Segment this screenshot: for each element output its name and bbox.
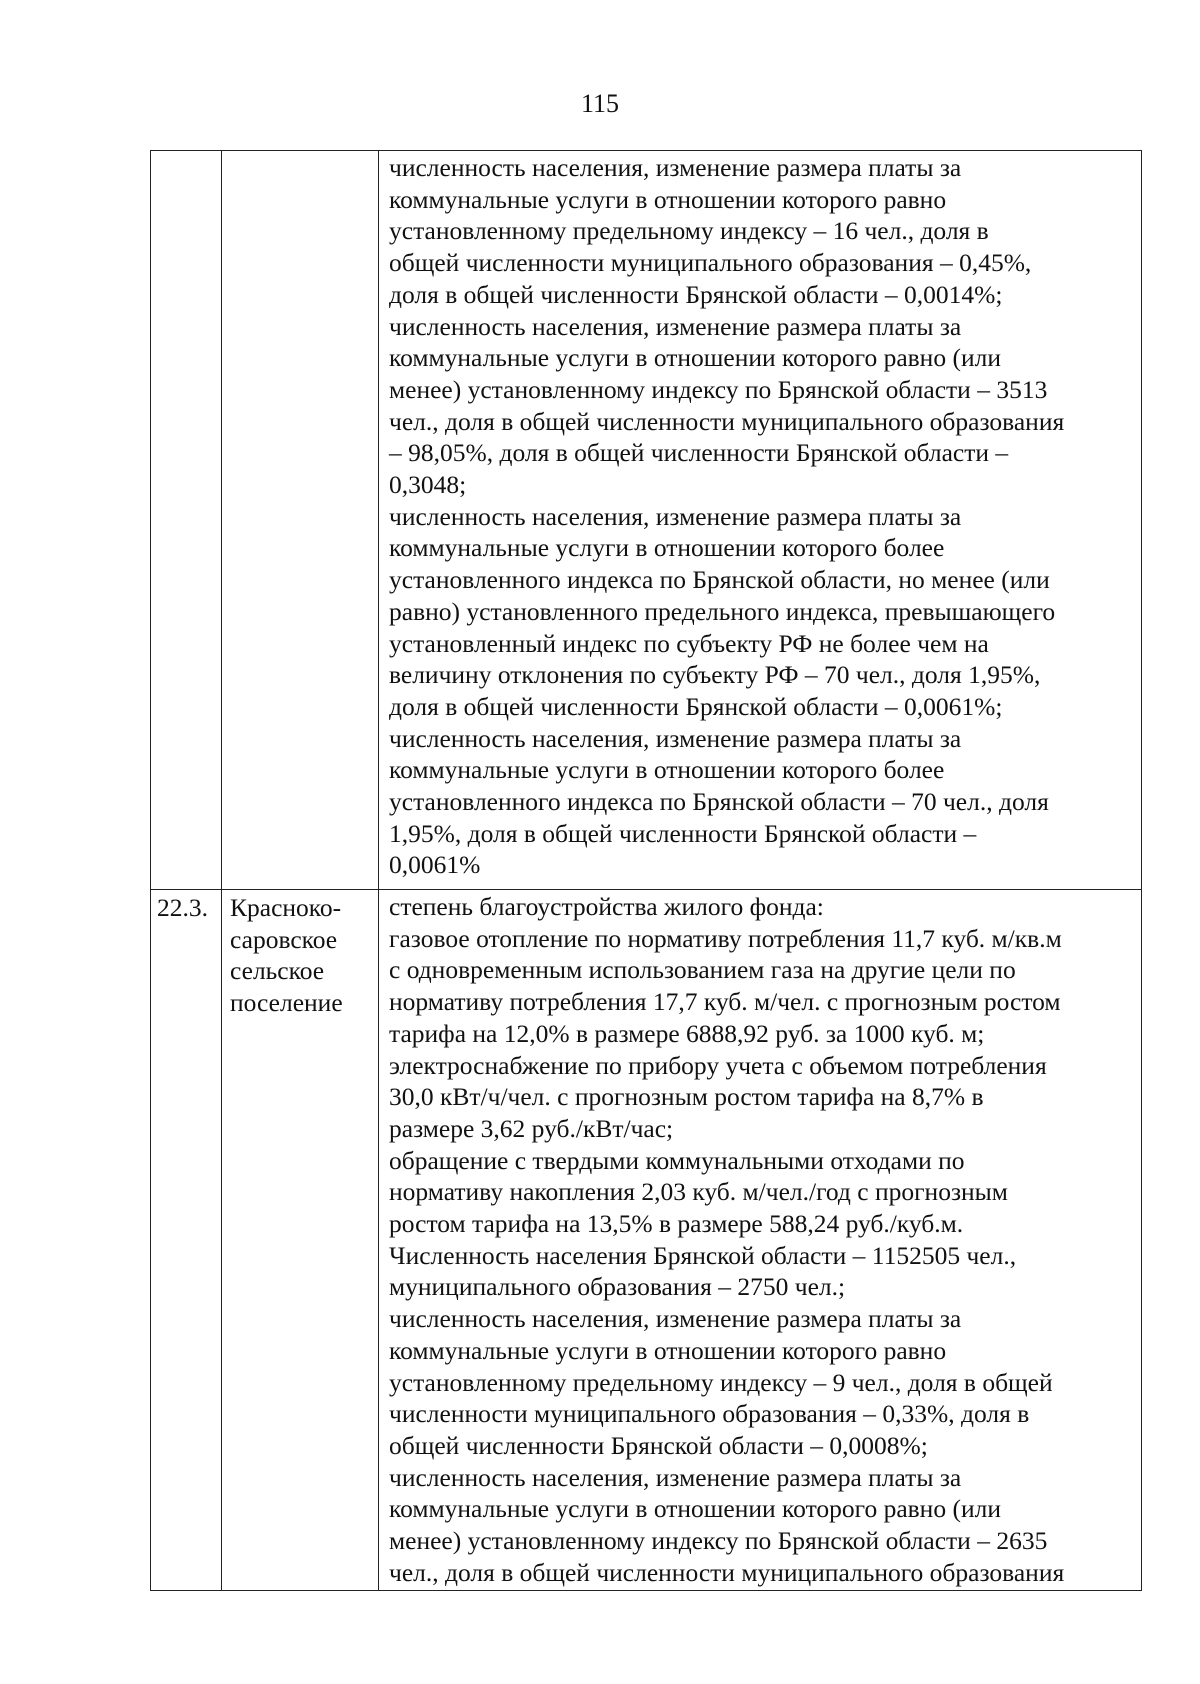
text-line: численность населения, изменение размера платы за <box>389 501 962 531</box>
name-line: поселение <box>230 988 343 1018</box>
name-line: сельское <box>230 956 325 986</box>
text-line: установленного индекса по Брянской области, но менее (или <box>389 565 1050 595</box>
text-line: менее) установленному индексу по Брянской области – 3513 <box>389 374 1048 404</box>
text-line: электроснабжение по прибору учета с объемом потребления <box>389 1050 1047 1080</box>
text-line: общей численности Брянской области – 0,0008%; <box>389 1430 928 1460</box>
text-line: 30,0 кВт/ч/чел. с прогнозным ростом тарифа на 8,7% в <box>389 1082 984 1112</box>
text-line: коммунальные услуги в отношении которого равно <box>389 1335 947 1365</box>
text-line: величину отклонения по субъекту РФ – 70 чел., доля 1,95%, <box>389 660 1041 690</box>
text-line: Численность населения Брянской области – 1152505 чел., <box>389 1240 1017 1270</box>
text-line: численность населения, изменение размера платы за <box>389 1462 962 1492</box>
text-line: размере 3,62 руб./кВт/час; <box>389 1113 674 1143</box>
text-line: степень благоустройства жилого фонда: <box>389 892 824 921</box>
municipality-name-cell <box>222 890 379 1591</box>
description-cell <box>379 151 1142 890</box>
text-line: менее) установленному индексу по Брянской области – 2635 <box>389 1526 1048 1556</box>
text-line: ростом тарифа на 13,5% в размере 588,24 руб./куб.м. <box>389 1209 964 1239</box>
page-number: 115 <box>580 89 620 118</box>
text-line: муниципального образования – 2750 чел.; <box>389 1272 846 1302</box>
text-line: обращение с твердыми коммунальными отходами по <box>389 1145 965 1175</box>
text-line: коммунальные услуги в отношении которого более <box>389 533 945 563</box>
text-line: чел., доля в общей численности муниципального образования <box>389 406 1065 436</box>
text-line: численность населения, изменение размера платы за <box>389 1304 962 1334</box>
text-line: тарифа на 12,0% в размере 6888,92 руб. за 1000 куб. м; <box>389 1018 985 1048</box>
text-line: нормативу накопления 2,03 куб. м/чел./год с прогнозным <box>389 1177 1008 1207</box>
text-line: доля в общей численности Брянской области – 0,0014%; <box>389 279 1003 309</box>
name-line: Красноко- <box>230 893 342 922</box>
text-line: установленный индекс по субъекту РФ не более чем на <box>389 628 989 658</box>
text-line: коммунальные услуги в отношении которого более <box>389 755 945 785</box>
description-cell <box>379 890 1142 1591</box>
text-line: численности муниципального образования – 0,33%, доля в <box>389 1399 1030 1429</box>
text-line: установленному предельному индексу – 16 чел., доля в <box>389 216 989 246</box>
text-line: нормативу потребления 17,7 куб. м/чел. с прогнозным ростом <box>389 987 1061 1017</box>
text-line: 0,0061% <box>389 850 481 880</box>
text-line: коммунальные услуги в отношении которого равно (или <box>389 1494 1001 1524</box>
text-line: доля в общей численности Брянской области – 0,0061%; <box>389 691 1003 721</box>
text-line: установленного индекса по Брянской области – 70 чел., доля <box>389 787 1049 817</box>
data-table <box>150 150 1142 1591</box>
table-row <box>151 151 1142 890</box>
row-number-cell: 22.3. <box>151 890 222 1591</box>
table-row <box>151 890 1142 1591</box>
text-line: численность населения, изменение размера платы за <box>389 311 962 341</box>
text-line: чел., доля в общей численности муниципального образования <box>389 1557 1065 1587</box>
text-line: 0,3048; <box>389 470 467 500</box>
name-line: саровское <box>230 924 338 954</box>
text-line: равно) установленного предельного индекса, превышающего <box>389 596 1056 626</box>
text-line: общей численности муниципального образования – 0,45%, <box>389 248 1032 278</box>
text-line: с одновременным использованием газа на другие цели по <box>389 955 1016 985</box>
municipality-name-cell <box>222 151 379 890</box>
text-line: коммунальные услуги в отношении которого равно (или <box>389 343 1001 373</box>
text-line: 1,95%, доля в общей численности Брянской области – <box>389 818 977 848</box>
text-line: установленному предельному индексу – 9 чел., доля в общей <box>389 1367 1053 1397</box>
text-line: – 98,05%, доля в общей численности Брянской области – <box>389 438 1009 468</box>
text-line: численность населения, изменение размера платы за <box>389 153 962 182</box>
text-line: газовое отопление по нормативу потребления 11,7 куб. м/кв.м <box>389 923 1062 953</box>
row-number-cell <box>151 151 222 890</box>
text-line: численность населения, изменение размера платы за <box>389 723 962 753</box>
text-line: коммунальные услуги в отношении которого равно <box>389 184 947 214</box>
